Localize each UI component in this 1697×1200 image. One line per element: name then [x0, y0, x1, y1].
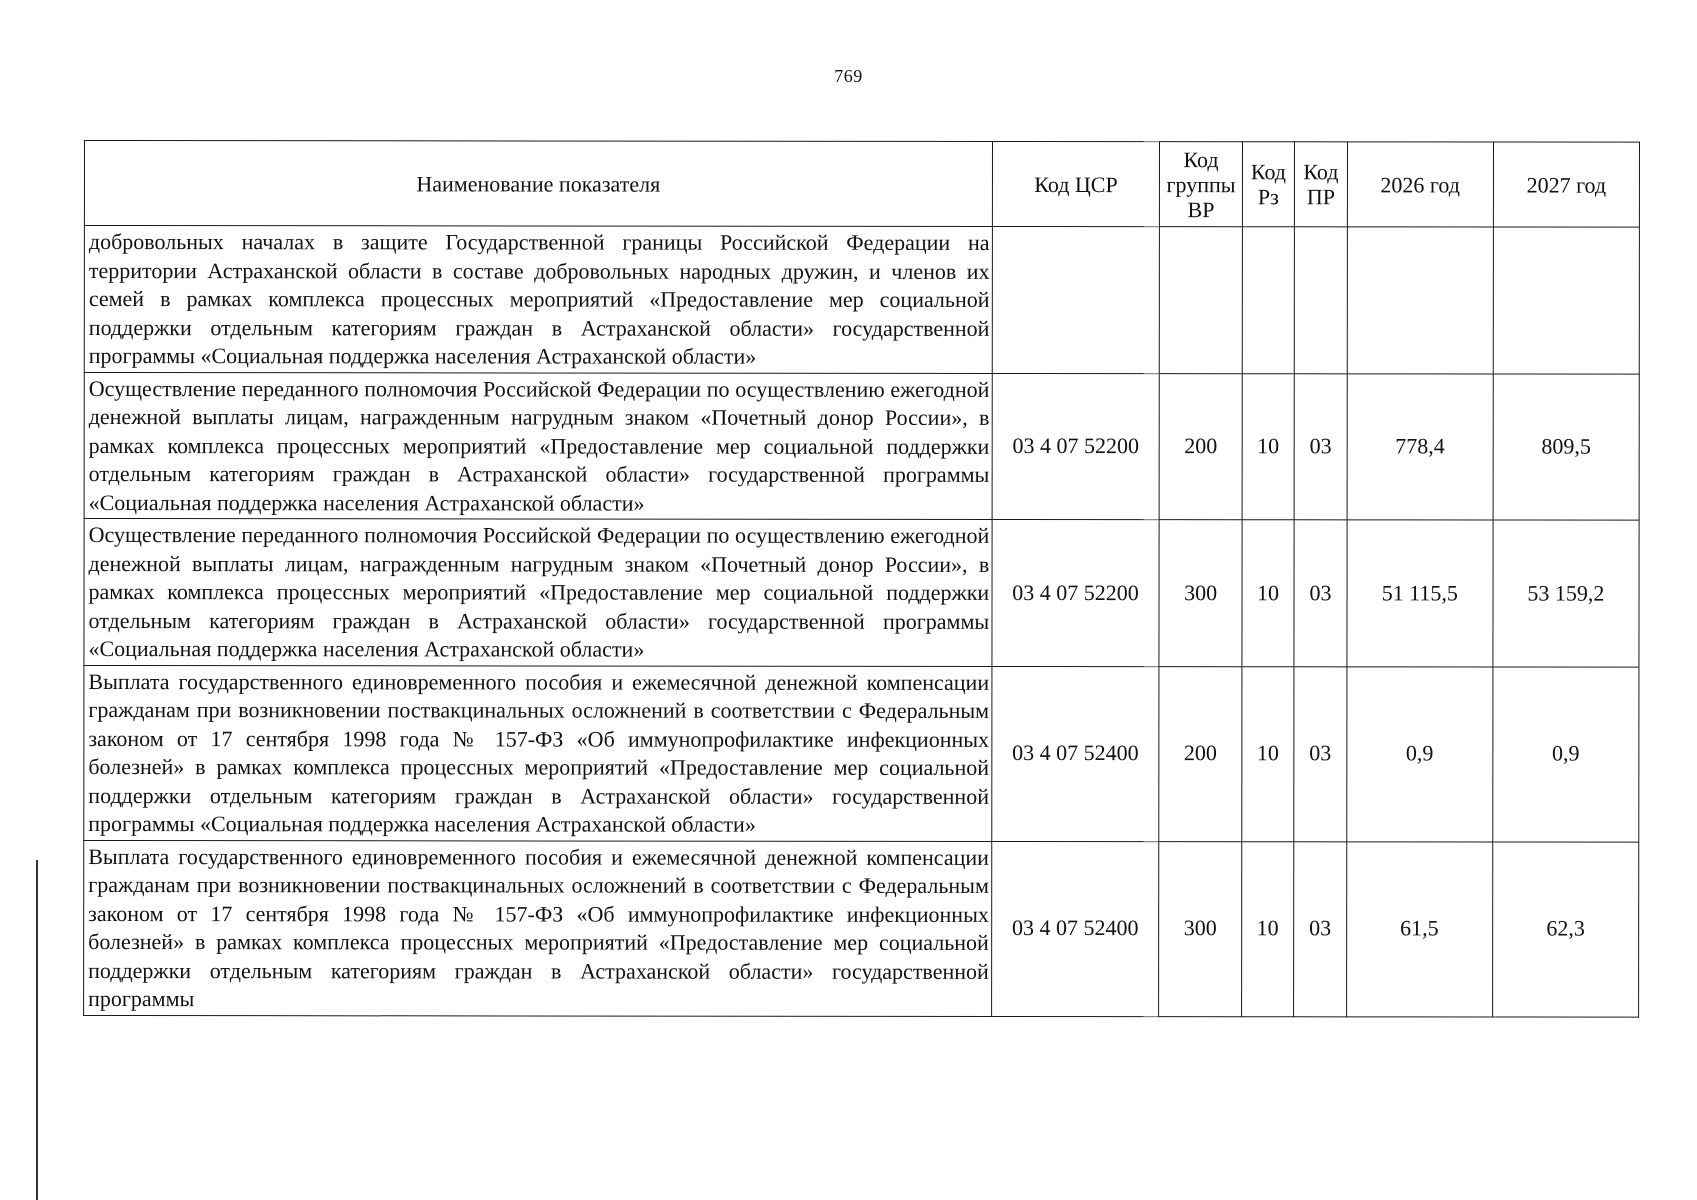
header-2027: 2027 год — [1493, 142, 1639, 227]
row-csr: 03 4 07 52400 — [991, 666, 1159, 841]
row-vr: 300 — [1159, 520, 1241, 667]
row-csr: 03 4 07 52200 — [992, 373, 1160, 520]
page-number: 769 — [834, 66, 863, 86]
row-2026: 778,4 — [1347, 373, 1493, 520]
row-rz: 10 — [1242, 373, 1295, 520]
row-2027: 62,3 — [1492, 841, 1638, 1016]
row-csr: 03 4 07 52400 — [991, 841, 1159, 1016]
row-rz — [1242, 227, 1295, 374]
row-2027 — [1493, 227, 1639, 374]
row-2026 — [1347, 227, 1493, 374]
row-name: добровольных началах в защите Государственной границы Российской Федерации на территории Астраханской области в составе добровольных народных дружин, и членов их семей в рамках комплекса процессных мероприятий «Предоставление мер социальной поддержки отдельным категориям граждан в Астраханской области» государственной программы «Социальная поддержка населения Астраханской области» — [84, 226, 992, 373]
row-vr: 300 — [1159, 841, 1242, 1016]
row-2026: 61,5 — [1346, 841, 1492, 1016]
row-pr: 03 — [1294, 520, 1347, 667]
row-2026: 51 115,5 — [1347, 520, 1493, 667]
row-pr: 03 — [1294, 373, 1347, 520]
header-vr: Код группы ВР — [1160, 142, 1242, 227]
table-row — [84, 372, 1639, 520]
header-row — [84, 141, 1639, 228]
row-csr — [992, 226, 1160, 373]
binding-margin-line — [36, 860, 38, 1200]
header-csr: Код ЦСР — [992, 141, 1160, 226]
table-row — [84, 519, 1639, 667]
row-rz: 10 — [1242, 666, 1295, 841]
row-2027: 809,5 — [1493, 373, 1639, 520]
row-name: Осуществление переданного полномочия Российской Федерации по осуществлению ежегодной денежной выплаты лицам, награжденным нагрудным знаком «Почетный донор России», в рамках комплекса процессных мероприятий «Предоставление мер социальной поддержки отдельным категориям граждан в Астраханской области» государственной программы «Социальная поддержка населения Астраханской области» — [84, 372, 992, 519]
row-rz: 10 — [1242, 520, 1295, 667]
row-pr — [1294, 227, 1347, 374]
budget-table — [83, 140, 1640, 1017]
row-name: Осуществление переданного полномочия Российской Федерации по осуществлению ежегодной денежной выплаты лицам, награжденным нагрудным знаком «Почетный донор России», в рамках комплекса процессных мероприятий «Предоставление мер социальной поддержки отдельным категориям граждан в Астраханской области» государственной программы «Социальная поддержка населения Астраханской области» — [84, 519, 992, 666]
row-2027: 0,9 — [1493, 666, 1639, 841]
row-csr: 03 4 07 52200 — [992, 519, 1160, 666]
table-row — [84, 665, 1639, 842]
row-vr: 200 — [1160, 373, 1242, 520]
header-name: Наименование показателя — [84, 141, 992, 227]
header-rz: Код Рз — [1242, 142, 1295, 227]
header-2026: 2026 год — [1347, 142, 1493, 227]
row-name: Выплата государственного единовременного пособия и ежемесячной денежной компенсации гражданам при возникновении поствакцинальных осложнений в соответствии с Федеральным законом от 17 сентября 1998 года № 157-ФЗ «Об иммунопрофилактике инфекционных болезней» в рамках комплекса процессных мероприятий «Предоставление мер социальной поддержки отдельным категориям граждан в Астраханской области» государственной программы — [84, 840, 992, 1016]
row-pr: 03 — [1294, 666, 1347, 841]
header-pr: Код ПР — [1295, 142, 1348, 227]
row-2027: 53 159,2 — [1493, 520, 1639, 667]
row-2026: 0,9 — [1346, 666, 1492, 841]
table-row — [84, 840, 1639, 1017]
row-pr: 03 — [1294, 841, 1347, 1016]
row-name: Выплата государственного единовременного пособия и ежемесячной денежной компенсации гражданам при возникновении поствакцинальных осложнений в соответствии с Федеральным законом от 17 сентября 1998 года № 157-ФЗ «Об иммунопрофилактике инфекционных болезней» в рамках комплекса процессных мероприятий «Предоставление мер социальной поддержки отдельным категориям граждан в Астраханской области» государственной программы «Социальная поддержка населения Астраханской области» — [84, 665, 992, 841]
row-vr: 200 — [1159, 666, 1242, 841]
row-vr — [1160, 227, 1242, 374]
row-rz: 10 — [1241, 841, 1294, 1016]
table-row — [84, 226, 1639, 374]
